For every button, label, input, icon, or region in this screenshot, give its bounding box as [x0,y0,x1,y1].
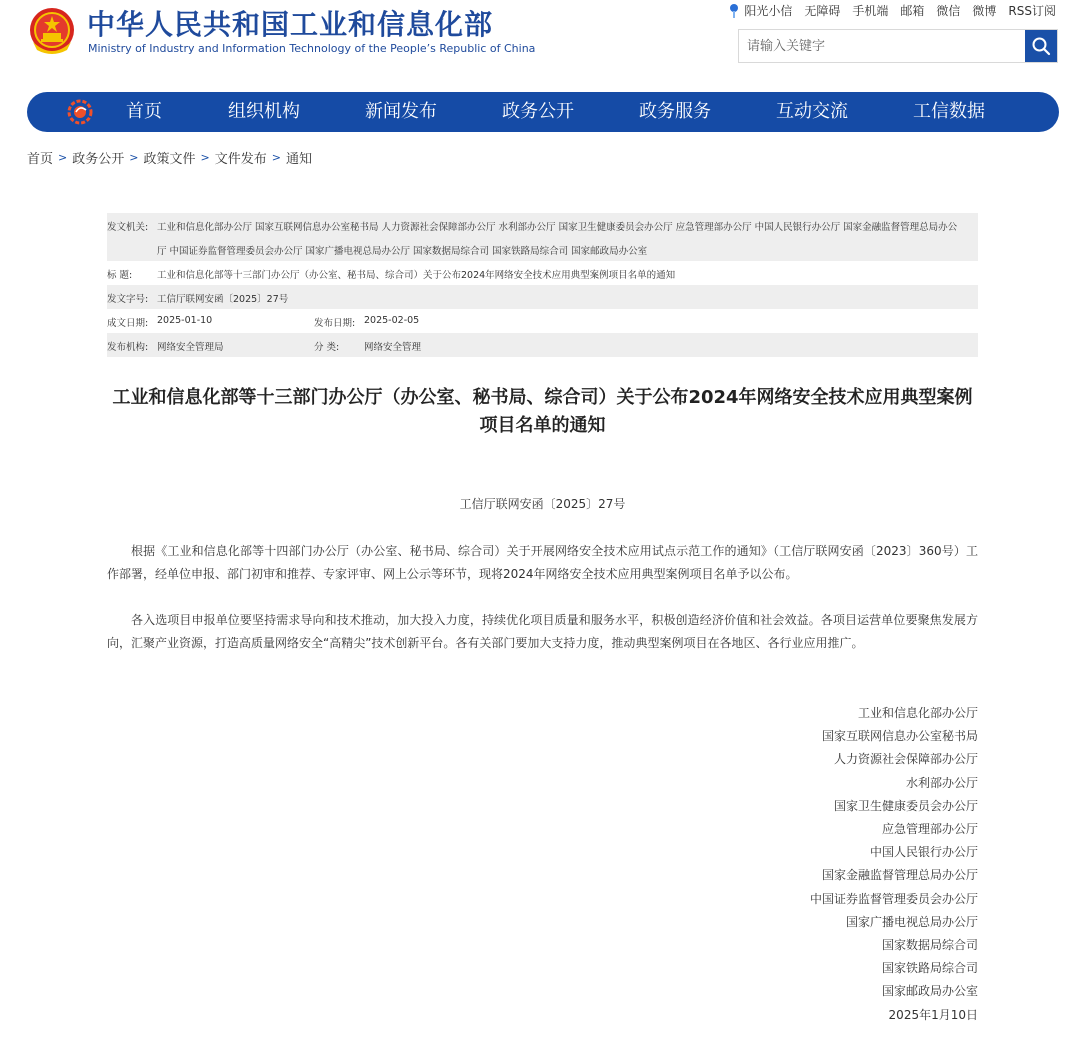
top-link-wechat[interactable]: 微信 [936,4,961,18]
search-input[interactable] [739,30,1025,62]
signer: 国家互联网信息办公室秘书局 [821,729,978,744]
meta-row-dates [107,309,978,333]
top-link-sunshine[interactable] [728,2,792,20]
site-title-english[interactable]: Ministry of Industry and Information Technology of the People’s Republic of China [88,42,536,55]
top-link-mail[interactable]: 邮箱 [900,4,925,18]
ministry-logo-icon [67,99,93,125]
nav-item-home[interactable]: 首页 [126,101,162,122]
signer: 国家邮政局办公室 [881,984,978,999]
breadcrumb-separator-icon: > [129,151,139,164]
breadcrumb-separator-icon: > [58,151,68,164]
document-title: 工业和信息化部等十三部门办公厅（办公室、秘书局、综合司）关于公布2024年网络安全技术应用典型案例项目名单的通知 [112,387,973,436]
search-icon [1031,36,1051,56]
signer: 中国人民银行办公厅 [869,845,978,860]
nav-item-government-affairs[interactable]: 政务公开 [502,101,574,122]
national-emblem-icon[interactable] [27,6,77,58]
meta-docno-label: 发文字号: [107,294,149,305]
breadcrumb-notice[interactable]: 通知 [285,152,312,167]
main-nav [27,92,1059,132]
signer: 国家金融监督管理总局办公厅 [821,868,978,883]
top-link-rss[interactable]: RSS订阅 [1008,4,1056,18]
meta-row-docno [107,285,978,309]
signer: 中国证券监督管理委员会办公厅 [809,891,978,906]
meta-category-label: 分 类: [314,342,340,353]
breadcrumb-document-release[interactable]: 文件发布 [214,152,267,167]
signer: 工业和信息化部办公厅 [857,706,978,720]
breadcrumb-government-affairs[interactable]: 政务公开 [72,152,125,167]
signer: 国家数据局综合司 [881,938,978,953]
meta-published-value: 2025-02-05 [364,315,420,326]
signer: 国家铁路局综合司 [881,961,978,976]
signer: 国家卫生健康委员会办公厅 [833,798,978,813]
signer: 应急管理部办公厅 [881,822,978,837]
meta-row-title [107,261,978,285]
document-paragraph-2: 各入选项目申报单位要坚持需求导向和技术推动，加大投入力度，持续优化项目质量和服务水平，积极创造经济价值和社会效益。各项目运营单位要聚焦发展方向，汇聚产业资源，打造高质量网络安全“高精尖”技术创新平台。各有关部门要加大支持力度，推动典型案例项目在各地区、各行业应用推广。 [107,613,978,650]
site-title[interactable]: 中华人民共和国工业和信息化部 [87,8,494,41]
meta-published-label: 发布日期: [314,318,356,329]
meta-title-value: 工业和信息化部等十三部门办公厅（办公室、秘书局、综合司）关于公布2024年网络安全技术应用典型案例项目名单的通知 [157,270,676,281]
nav-item-government-services[interactable]: 政务服务 [639,101,711,122]
nav-item-news[interactable]: 新闻发布 [365,101,437,122]
breadcrumb-home[interactable]: 首页 [27,152,54,167]
breadcrumb [27,148,312,167]
breadcrumb-separator-icon: > [271,151,281,164]
document-paragraph-1: 根据《工业和信息化部等十四部门办公厅（办公室、秘书局、综合司）关于开展网络安全技术应用试点示范工作的通知》（工信厅联网安函〔2023〕360号）工作部署，经单位申报、部门初审和推荐、专家评审、网上公示等环节，现将2024年网络安全技术应用典型案例项目名单予以公布。 [107,544,978,581]
top-links [728,2,1056,20]
document-date: 2025年1月10日 [888,1007,978,1022]
nav-item-data[interactable]: 工信数据 [913,101,985,122]
meta-issuer-label: 发文机关: [107,222,149,233]
meta-issuer-value-line2: 厅 中国证券监督管理委员会办公厅 国家广播电视总局办公厅 国家数据局综合司 国家铁路局综合司 国家邮政局办公室 [157,246,648,257]
document-number: 工信厅联网安函〔2025〕27号 [459,497,626,511]
meta-org-label: 发布机构: [107,342,149,353]
signers-block [810,702,978,1027]
meta-org-value: 网络安全管理局 [157,342,224,353]
meta-title-label: 标 题: [107,270,133,281]
top-link-accessibility[interactable]: 无障碍 [804,4,841,18]
nav-item-interaction[interactable]: 互动交流 [776,101,848,122]
site-header [0,0,1080,80]
meta-row-issuer [107,213,978,261]
top-link-weibo[interactable]: 微博 [972,4,997,18]
meta-created-label: 成文日期: [107,318,149,329]
breadcrumb-policy-documents[interactable]: 政策文件 [143,152,196,167]
signer: 人力资源社会保障部办公厅 [833,752,978,767]
meta-category-value: 网络安全管理 [364,342,422,353]
nav-item-organization[interactable]: 组织机构 [228,101,300,122]
search-box [738,29,1058,63]
sunshine-icon [728,3,740,19]
top-link-label: 阳光小信 [744,4,793,18]
meta-row-org [107,333,978,357]
meta-docno-value: 工信厅联网安函〔2025〕27号 [157,294,289,305]
breadcrumb-separator-icon: > [200,151,210,164]
meta-issuer-value-line1: 工业和信息化部办公厅 国家互联网信息办公室秘书局 人力资源社会保障部办公厅 水利部办公厅 国家卫生健康委员会办公厅 应急管理部办公厅 中国人民银行办公厅 国家金融监督管理总局办公 [157,222,958,233]
meta-created-value: 2025-01-10 [157,315,213,326]
signer: 国家广播电视总局办公厅 [845,914,978,929]
search-button[interactable] [1025,30,1057,62]
signer: 水利部办公厅 [905,775,978,790]
top-link-mobile[interactable]: 手机端 [852,4,889,18]
